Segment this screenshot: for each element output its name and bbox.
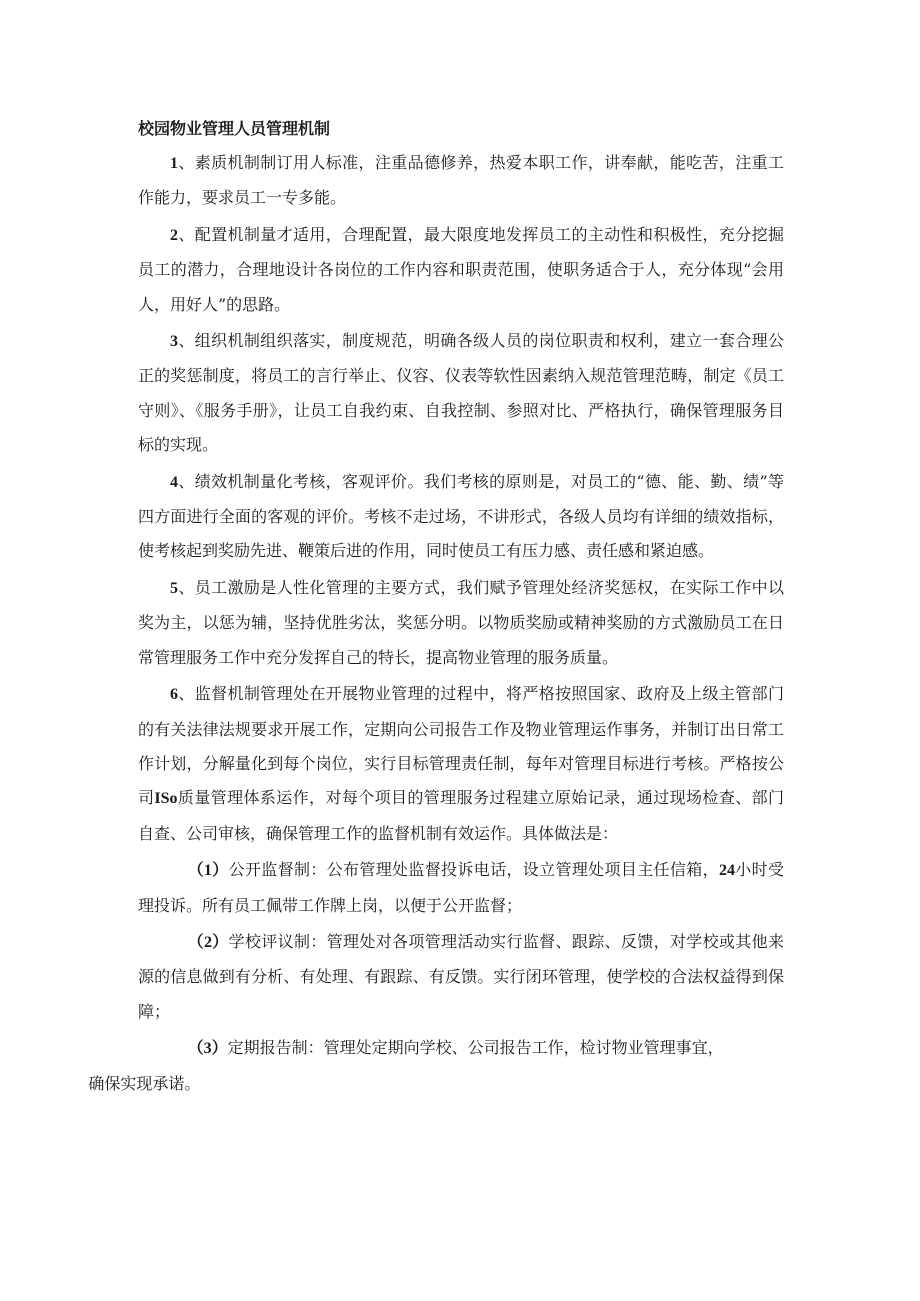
sub-item-number: （2） <box>187 933 229 951</box>
paragraph-number: 1 <box>170 155 178 172</box>
page-title: 校园物业管理人员管理机制 <box>138 119 331 138</box>
sub-item-text: 定期报告制：管理处定期向学校、公司报告工作，检讨物业管理事宜， <box>227 1038 724 1058</box>
paragraph-6 <box>138 677 784 851</box>
sub-item-text: 学校评议制：管理处对各项管理活动实行监督、跟踪、反馈，对学校或其他来源的信息做到有分析、有处理、有跟踪、有反馈。实行闭环管理，使学校的合法权益得到保障； <box>138 931 784 1021</box>
paragraph-text: 、组织机制组织落实，制度规范，明确各级人员的岗位职责和权利，建立一套合理公正的奖惩制度，将员工的言行举止、仪容、仪表等软性因素纳入规范管理范畴，制定《员工守则》、《服务手册》，让员工自我约束、自我控制、参照对比、严格执行，确保管理服务目标的实现。 <box>138 331 784 455</box>
sub-item-text: 小时受理投诉。所有员工佩带工作牌上岗，以便于公开监督； <box>138 860 784 915</box>
sub-item-1 <box>138 853 784 923</box>
paragraph-5 <box>138 571 784 675</box>
paragraph-number: 6 <box>170 686 178 704</box>
sub-item-text-continued: 确保实现承诺。 <box>88 1073 201 1093</box>
paragraph-text: 、绩效机制量化考核，客观评价。我们考核的原则是，对员工的“德、能、勤、绩”等四方面进行全面的客观的评价。考核不走过场，不讲形式，各级人员均有详细的绩效指标，使考核起到奖励先进、鞭策后进的作用，同时使员工有压力感、责任感和紧迫感。 <box>138 471 784 561</box>
paragraph-2 <box>138 218 784 322</box>
paragraph-number: 2 <box>170 226 178 244</box>
paragraph-4 <box>138 465 784 569</box>
hours-value: 24 <box>718 862 735 880</box>
sub-item-3 <box>88 1031 784 1101</box>
sub-item-number: （3） <box>187 1040 228 1058</box>
sub-item-number: （1） <box>187 862 229 880</box>
paragraph-number: 5 <box>170 579 178 597</box>
paragraph-text: 、员工激励是人性化管理的主要方式，我们赋予管理处经济奖惩权，在实际工作中以奖为主，以惩为辅，坚持优胜劣汰，奖惩分明。以物质奖励或精神奖励的方式激励员工在日常管理服务工作中充分发挥自己的特长，提高物业管理的服务质量。 <box>138 577 784 667</box>
iso-term: ISo <box>154 790 178 808</box>
paragraph-number: 3 <box>170 333 178 351</box>
sub-item-text: 公开监督制：公布管理处监督投诉电话，设立管理处项目主任信箱， <box>228 860 719 880</box>
paragraph-3 <box>138 324 784 463</box>
paragraph-text: 质量管理体系运作，对每个项目的管理服务过程建立原始记录，通过现场检查、部门自查、公司审核，确保管理工作的监督机制有效运作。具体做法是： <box>138 788 784 843</box>
paragraph-text: 、配置机制量才适用，合理配置，最大限度地发挥员工的主动性和积极性，充分挖掘员工的潜力，合理地设计各岗位的工作内容和职责范围，使职务适合于人，充分体现“会用人，用好人”的思路。 <box>138 224 784 314</box>
sub-item-2 <box>138 925 784 1029</box>
paragraph-number: 4 <box>170 473 178 491</box>
paragraph-text: 、素质机制制订用人标准，注重品德修养，热爱本职工作，讲奉献，能吃苦，注重工作能力，要求员工一专多能。 <box>138 153 784 208</box>
paragraph-1 <box>138 146 784 216</box>
paragraph-text: 、监督机制管理处在开展物业管理的过程中，将严格按照国家、政府及上级主管部门的有关法律法规要求开展工作，定期向公司报告工作及物业管理运作事务，并制订出日常工作计划，分解量化到每个岗位，实行目标管理责任制，每年对管理目标进行考核。严格按公司 <box>138 684 784 808</box>
document-page <box>88 112 784 1101</box>
